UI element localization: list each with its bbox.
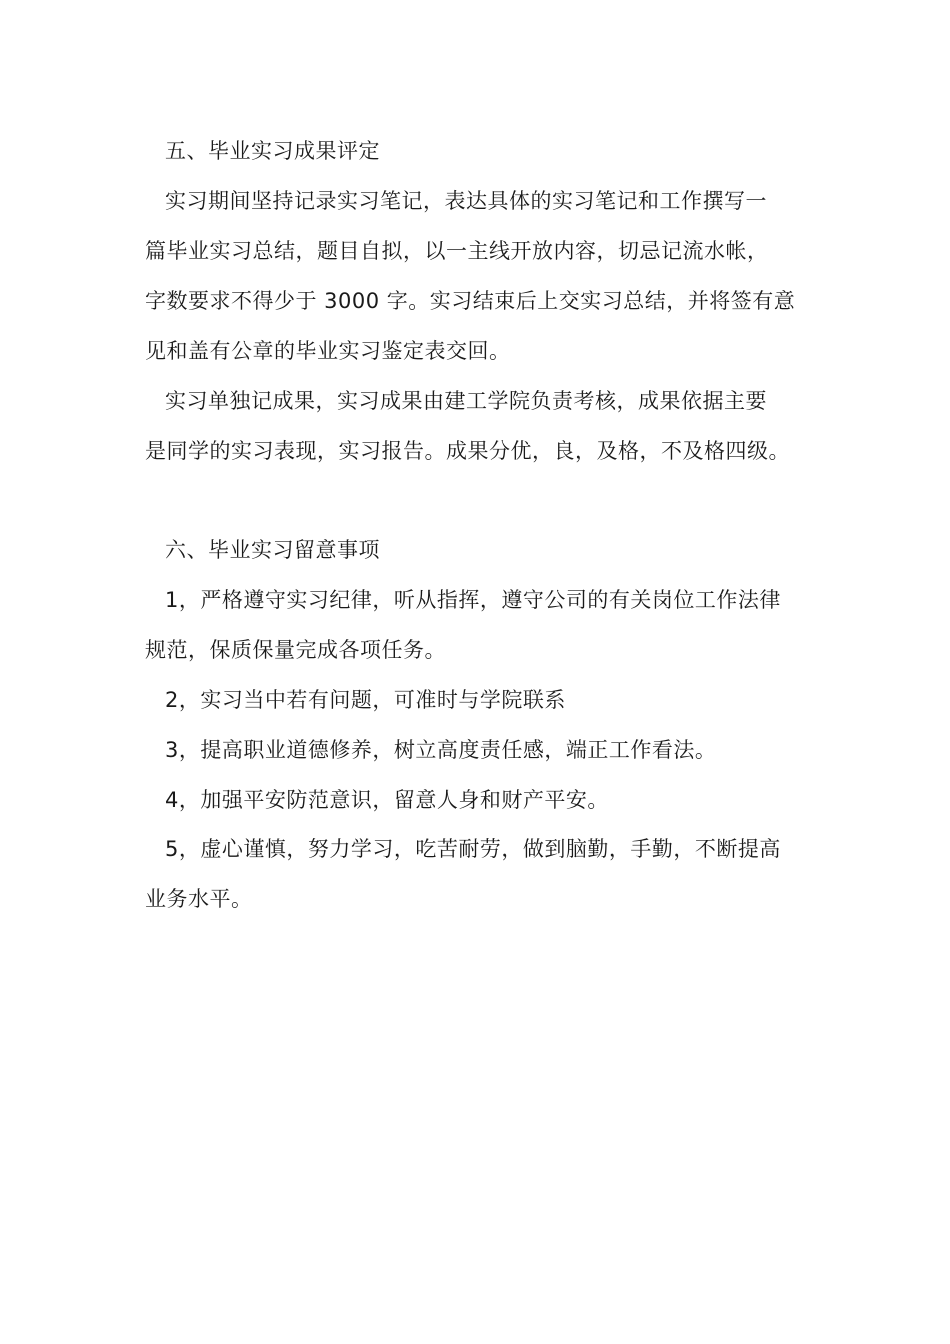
section-heading: 六、毕业实习留意事项 [165,538,380,562]
paragraph-line: 实习单独记成果，实习成果由建工学院负责考核，成果依据主要 [165,389,767,413]
list-item-line: 规范，保质保量完成各项任务。 [145,638,446,662]
paragraph-line: 篇毕业实习总结，题目自拟，以一主线开放内容，切忌记流水帐， [145,239,769,263]
list-item-line: 3，提高职业道德修养，树立高度责任感，端正工作看法。 [165,738,717,762]
section-heading: 五、毕业实习成果评定 [165,139,380,163]
paragraph-line: 是同学的实习表现，实习报告。成果分优，良，及格，不及格四级。 [145,439,790,463]
list-item-line: 2，实习当中若有问题，可准时与学院联系 [165,688,566,712]
list-item-line: 4，加强平安防范意识，留意人身和财产平安。 [165,788,609,812]
paragraph-line: 字数要求不得少于 3000 字。实习结束后上交实习总结，并将签有意 [145,289,796,313]
paragraph-line: 见和盖有公章的毕业实习鉴定表交回。 [145,339,511,363]
list-item-line: 5，虚心谨慎，努力学习，吃苦耐劳，做到脑勤，手勤，不断提高 [165,837,781,861]
list-item-line: 1，严格遵守实习纪律，听从指挥，遵守公司的有关岗位工作法律 [165,588,781,612]
paragraph-line: 实习期间坚持记录实习笔记，表达具体的实习笔记和工作撰写一 [165,189,767,213]
list-item-line: 业务水平。 [145,887,253,911]
